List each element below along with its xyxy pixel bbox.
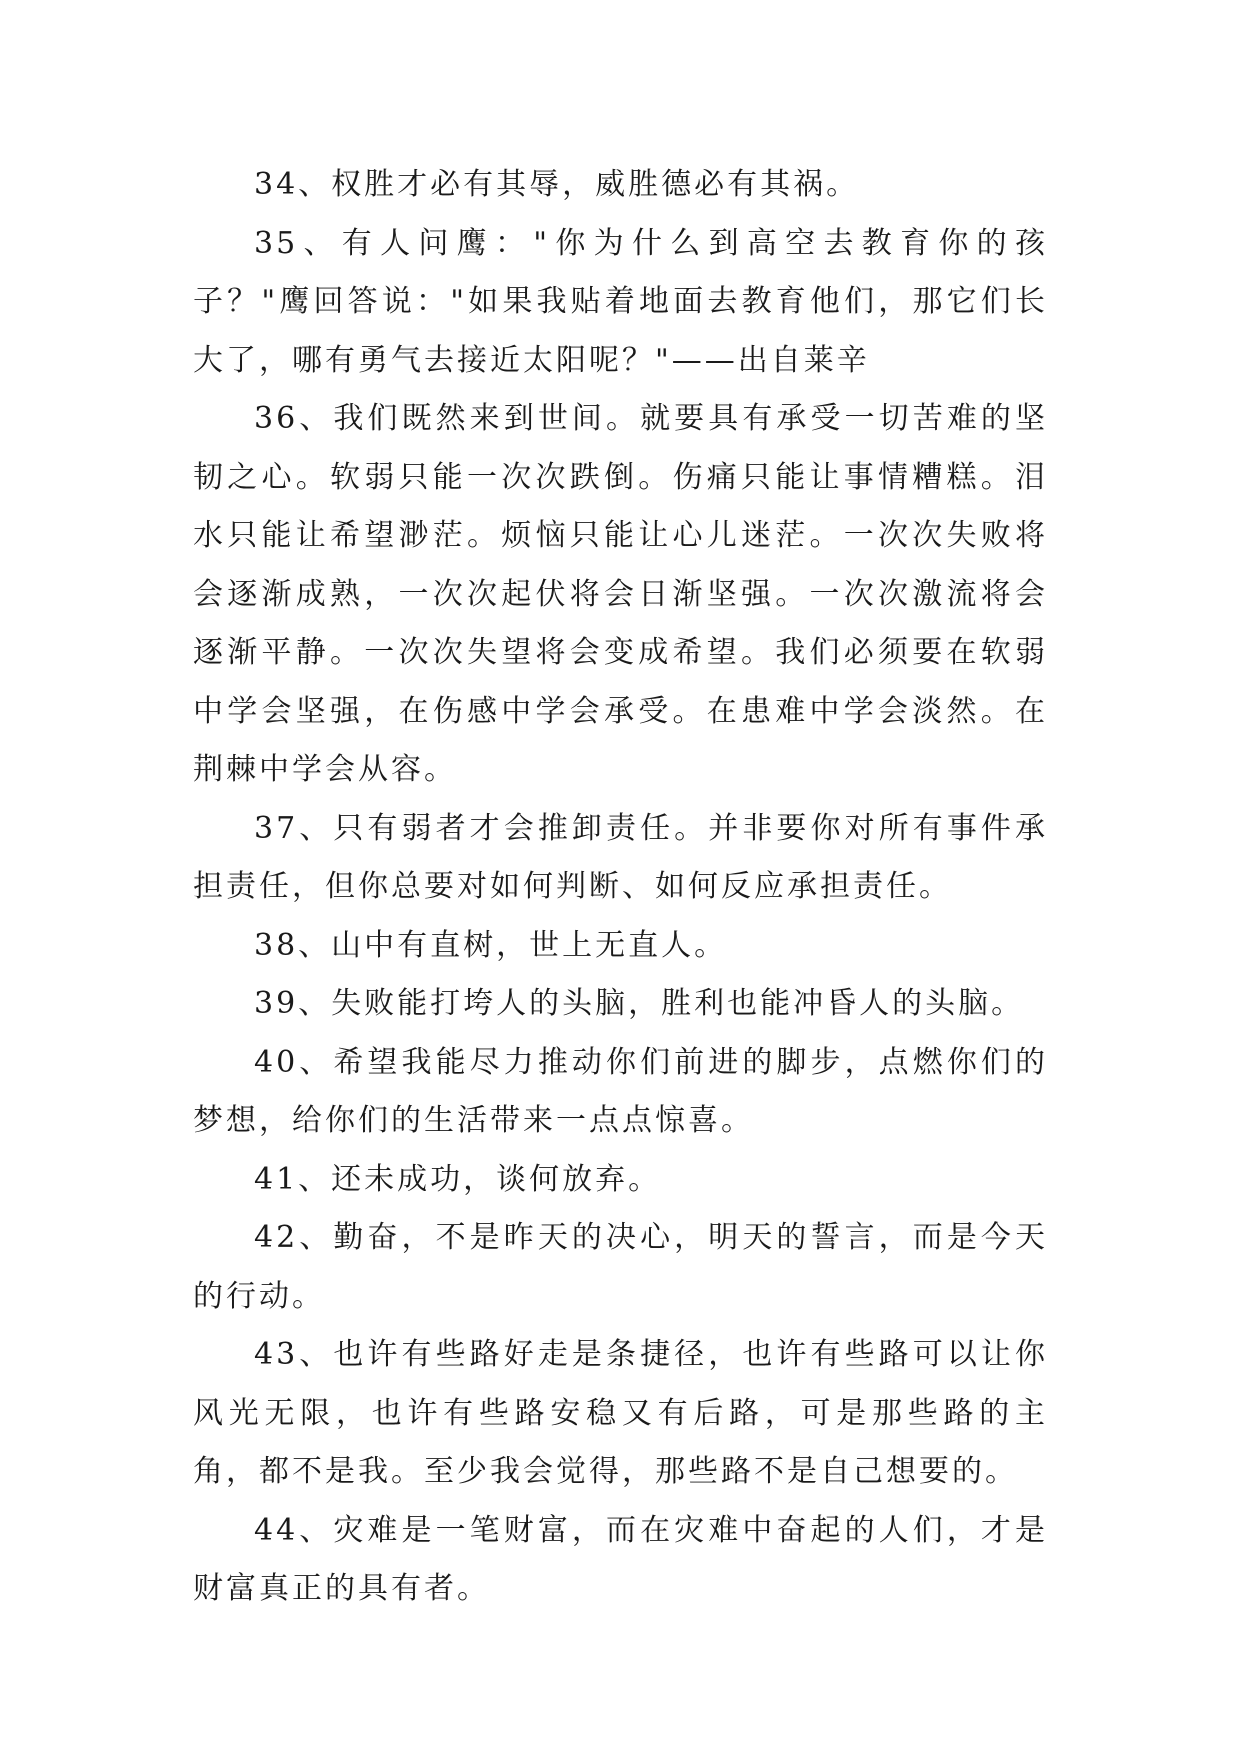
paragraph-39: 39、失败能打垮人的头脑，胜利也能冲昏人的头脑。 <box>254 986 1025 1021</box>
paragraph-35: 35、有人问鹰："你为什么到高空去教育你的孩子？"鹰回答说："如果我贴着地面去教育他们，那它们长大了，哪有勇气去接近太阳呢？"——出自莱辛 <box>193 225 1048 378</box>
paragraph-37: 37、只有弱者才会推卸责任。并非要你对所有事件承担责任，但你总要对如何判断、如何反应承担责任。 <box>193 810 1048 904</box>
paragraph-41: 41、还未成功，谈何放弃。 <box>254 1161 662 1197</box>
paragraph-34: 34、权胜才必有其辱，威胜德必有其祸。 <box>254 167 860 202</box>
paragraph-43: 43、也许有些路好走是条捷径，也许有些路可以让你风光无限，也许有些路安稳又有后路，可是那些路的主角，都不是我。至少我会觉得，那些路不是自己想要的。 <box>193 1337 1048 1489</box>
paragraph-42: 42、勤奋，不是昨天的决心，明天的誓言，而是今天的行动。 <box>193 1220 1048 1314</box>
paragraph-40: 40、希望我能尽力推动你们前进的脚步，点燃你们的梦想，给你们的生活带来一点点惊喜。 <box>193 1044 1048 1138</box>
document-body <box>193 156 1048 1619</box>
paragraph-38: 38、山中有直树，世上无直人。 <box>254 927 728 963</box>
paragraph-36: 36、我们既然来到世间。就要具有承受一切苦难的坚韧之心。软弱只能一次次跌倒。伤痛只能让事情糟糕。泪水只能让希望渺茫。烦恼只能让心儿迷茫。一次次失败将会逐渐成熟，一次次起伏将会日渐坚强。一次次激流将会逐渐平静。一次次失望将会变成希望。我们必须要在软弱中学会坚强，在伤感中学会承受。在患难中学会淡然。在荆棘中学会从容。 <box>193 401 1048 787</box>
paragraph-44: 44、灾难是一笔财富，而在灾难中奋起的人们，才是财富真正的具有者。 <box>193 1512 1048 1606</box>
